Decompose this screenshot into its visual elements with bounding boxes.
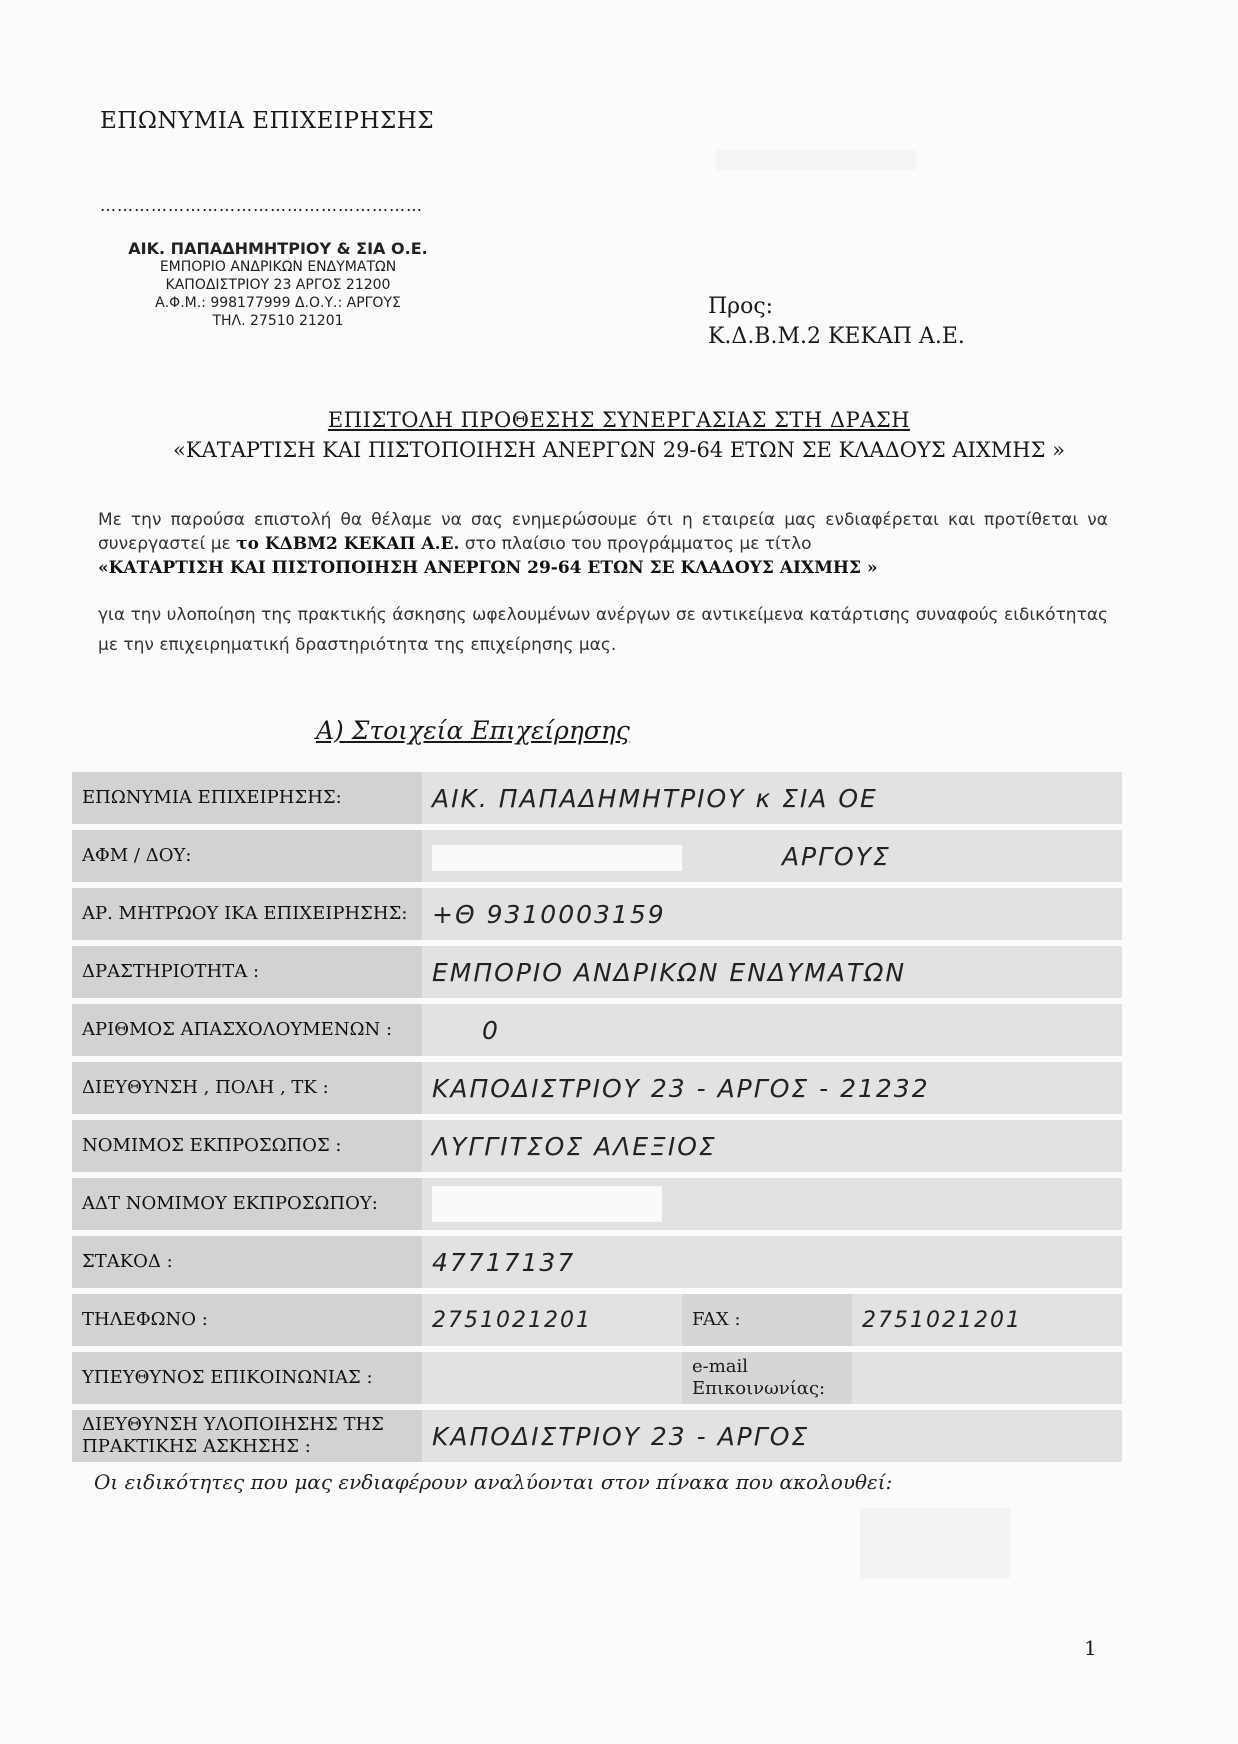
name-label: ΕΠΩΝΥΜΙΑ ΕΠΙΧΕΙΡΗΣΗΣ: [72,772,422,824]
contact-value[interactable] [422,1352,682,1404]
intro-org: το ΚΔΒΜ2 ΚΕΚΑΠ Α.Ε. [236,534,460,554]
stamp-line: ΑΙΚ. ΠΑΠΑΔΗΜΗΤΡΙΟΥ & ΣΙΑ Ο.Ε. [128,239,428,258]
company-name-heading: ΕΠΩΝΥΜΙΑ ΕΠΙΧΕΙΡΗΣΗΣ [100,108,435,134]
form-row [72,888,1122,940]
fax-label: FAX : [682,1294,852,1346]
form-row [72,1120,1122,1172]
intro-text-cont: στο πλαίσιο του προγράμματος με τίτλο [464,534,812,554]
rep-value[interactable]: ΛΥΓΓΙΤΣΟΣ ΑΛΕΞΙΟΣ [422,1120,1122,1172]
redacted-area [432,1186,662,1222]
form-row [72,830,1122,882]
employees-value[interactable]: 0 [422,1004,1122,1056]
address-value[interactable]: ΚΑΠΟΔΙΣΤΡΙΟΥ 23 - ΑΡΓΟΣ - 21232 [422,1062,1122,1114]
stamp-line: ΚΑΠΟΔΙΣΤΡΙΟΥ 23 ΑΡΓΟΣ 21200 [165,277,391,293]
ika-value[interactable]: +Θ 9310003159 [422,888,1122,940]
stamp-line: ΕΜΠΟΡΙΟ ΑΝΔΡΙΚΩΝ ΕΝΔΥΜΑΤΩΝ [159,259,397,275]
impl-value[interactable]: ΚΑΠΟΔΙΣΤΡΙΟΥ 23 - ΑΡΓΟΣ [422,1410,1122,1462]
stamp-line: Α.Φ.Μ.: 998177999 Δ.Ο.Υ.: ΑΡΓΟΥΣ [155,295,401,311]
stakod-value[interactable]: 47717137 [422,1236,1122,1288]
section-title: Α) Στοιχεία Επιχείρησης [316,716,630,745]
phone-value[interactable]: 2751021201 [422,1294,682,1346]
form-row [72,1352,1122,1404]
activity-label: ΔΡΑΣΤΗΡΙΟΤΗΤΑ : [72,946,422,998]
redacted-area [432,845,682,871]
form-row [72,1410,1122,1462]
impl-label: ΔΙΕΥΘΥΝΣΗ ΥΛΟΠΟΙΗΣΗΣ ΤΗΣ ΠΡΑΚΤΙΚΗΣ ΑΣΚΗΣΗΣ : [72,1410,422,1462]
address-label: ΔΙΕΥΘΥΝΣΗ , ΠΟΛΗ , ΤΚ : [72,1062,422,1114]
letter-title: ΕΠΙΣΤΟΛΗ ΠΡΟΘΕΣΗΣ ΣΥΝΕΡΓΑΣΙΑΣ ΣΤΗ ΔΡΑΣΗ [327,408,911,432]
form-row [72,772,1122,824]
page-number: 1 [1084,1636,1097,1660]
form-row [72,1236,1122,1288]
adt-value-cell[interactable] [422,1178,1122,1230]
name-dotted-line: ………………………………………………… [100,196,423,215]
phone-label: ΤΗΛΕΦΩΝΟ : [72,1294,422,1346]
form-row [72,1294,1122,1346]
recipient-label: Προς: [708,294,774,319]
company-stamp [128,240,428,330]
business-details-form [72,766,1122,1468]
bleed-through [716,150,916,170]
intro-program-title: «ΚΑΤΑΡΤΙΣΗ ΚΑΙ ΠΙΣΤΟΠΟΙΗΣΗ ΑΝΕΡΓΩΝ 29-64 ΕΤΩΝ ΣΕ ΚΛΑΔΟΥΣ ΑΙΧΜΗΣ » [98,558,878,578]
specialties-note: Οι ειδικότητες που μας ενδιαφέρουν αναλύονται στον πίνακα που ακολουθεί: [94,1470,893,1494]
email-value[interactable] [852,1352,1122,1404]
rep-label: ΝΟΜΙΜΟΣ ΕΚΠΡΟΣΩΠΟΣ : [72,1120,422,1172]
ika-label: ΑΡ. ΜΗΤΡΩΟΥ ΙΚΑ ΕΠΙΧΕΙΡΗΣΗΣ: [72,888,422,940]
bleed-through [860,1508,1010,1578]
stamp-line: ΤΗΛ. 27510 21201 [212,313,344,329]
email-label: e-mail Επικοινωνίας: [682,1352,852,1404]
form-row [72,1004,1122,1056]
recipient-name: Κ.Δ.Β.Μ.2 ΚΕΚΑΠ Α.Ε. [708,324,965,349]
adt-label: ΑΔΤ ΝΟΜΙΜΟΥ ΕΚΠΡΟΣΩΠΟΥ: [72,1178,422,1230]
contact-label: ΥΠΕΥΘΥΝΟΣ ΕΠΙΚΟΙΝΩΝΙΑΣ : [72,1352,422,1404]
letter-subtitle: «ΚΑΤΑΡΤΙΣΗ ΚΑΙ ΠΙΣΤΟΠΟΙΗΣΗ ΑΝΕΡΓΩΝ 29-64 ΕΤΩΝ ΣΕ ΚΛΑΔΟΥΣ ΑΙΧΜΗΣ » [173,438,1065,462]
afm-value: ΑΡΓΟΥΣ [781,841,891,871]
name-value[interactable]: ΑΙΚ. ΠΑΠΑΔΗΜΗΤΡΙΟΥ κ ΣΙΑ ΟΕ [422,772,1122,824]
activity-value[interactable]: ΕΜΠΟΡΙΟ ΑΝΔΡΙΚΩΝ ΕΝΔΥΜΑΤΩΝ [422,946,1122,998]
intro-text: Με την παρούσα επιστολή θα θέλαμε να σας ενημερώσουμε ότι η εταιρεία μας ενδιαφέρεται και προτίθεται να συνεργαστεί με [98,510,1108,554]
recipient-block [708,292,965,352]
afm-label: ΑΦΜ / ΔΟΥ: [72,830,422,882]
purpose-paragraph: για την υλοποίηση της πρακτικής άσκησης ωφελουμένων ανέργων σε αντικείμενα κατάρτισης συναφούς ειδικότητας με την επιχειρηματική δραστηριότητα της επιχείρησης μας. [98,605,1108,655]
form-row [72,1178,1122,1230]
intro-paragraph [98,508,1108,580]
form-row [72,1062,1122,1114]
employees-label: ΑΡΙΘΜΟΣ ΑΠΑΣΧΟΛΟΥΜΕΝΩΝ : [72,1004,422,1056]
stakod-label: ΣΤΑΚΟΔ : [72,1236,422,1288]
afm-value-cell[interactable] [422,830,1122,882]
fax-value[interactable]: 2751021201 [852,1294,1122,1346]
form-row [72,946,1122,998]
